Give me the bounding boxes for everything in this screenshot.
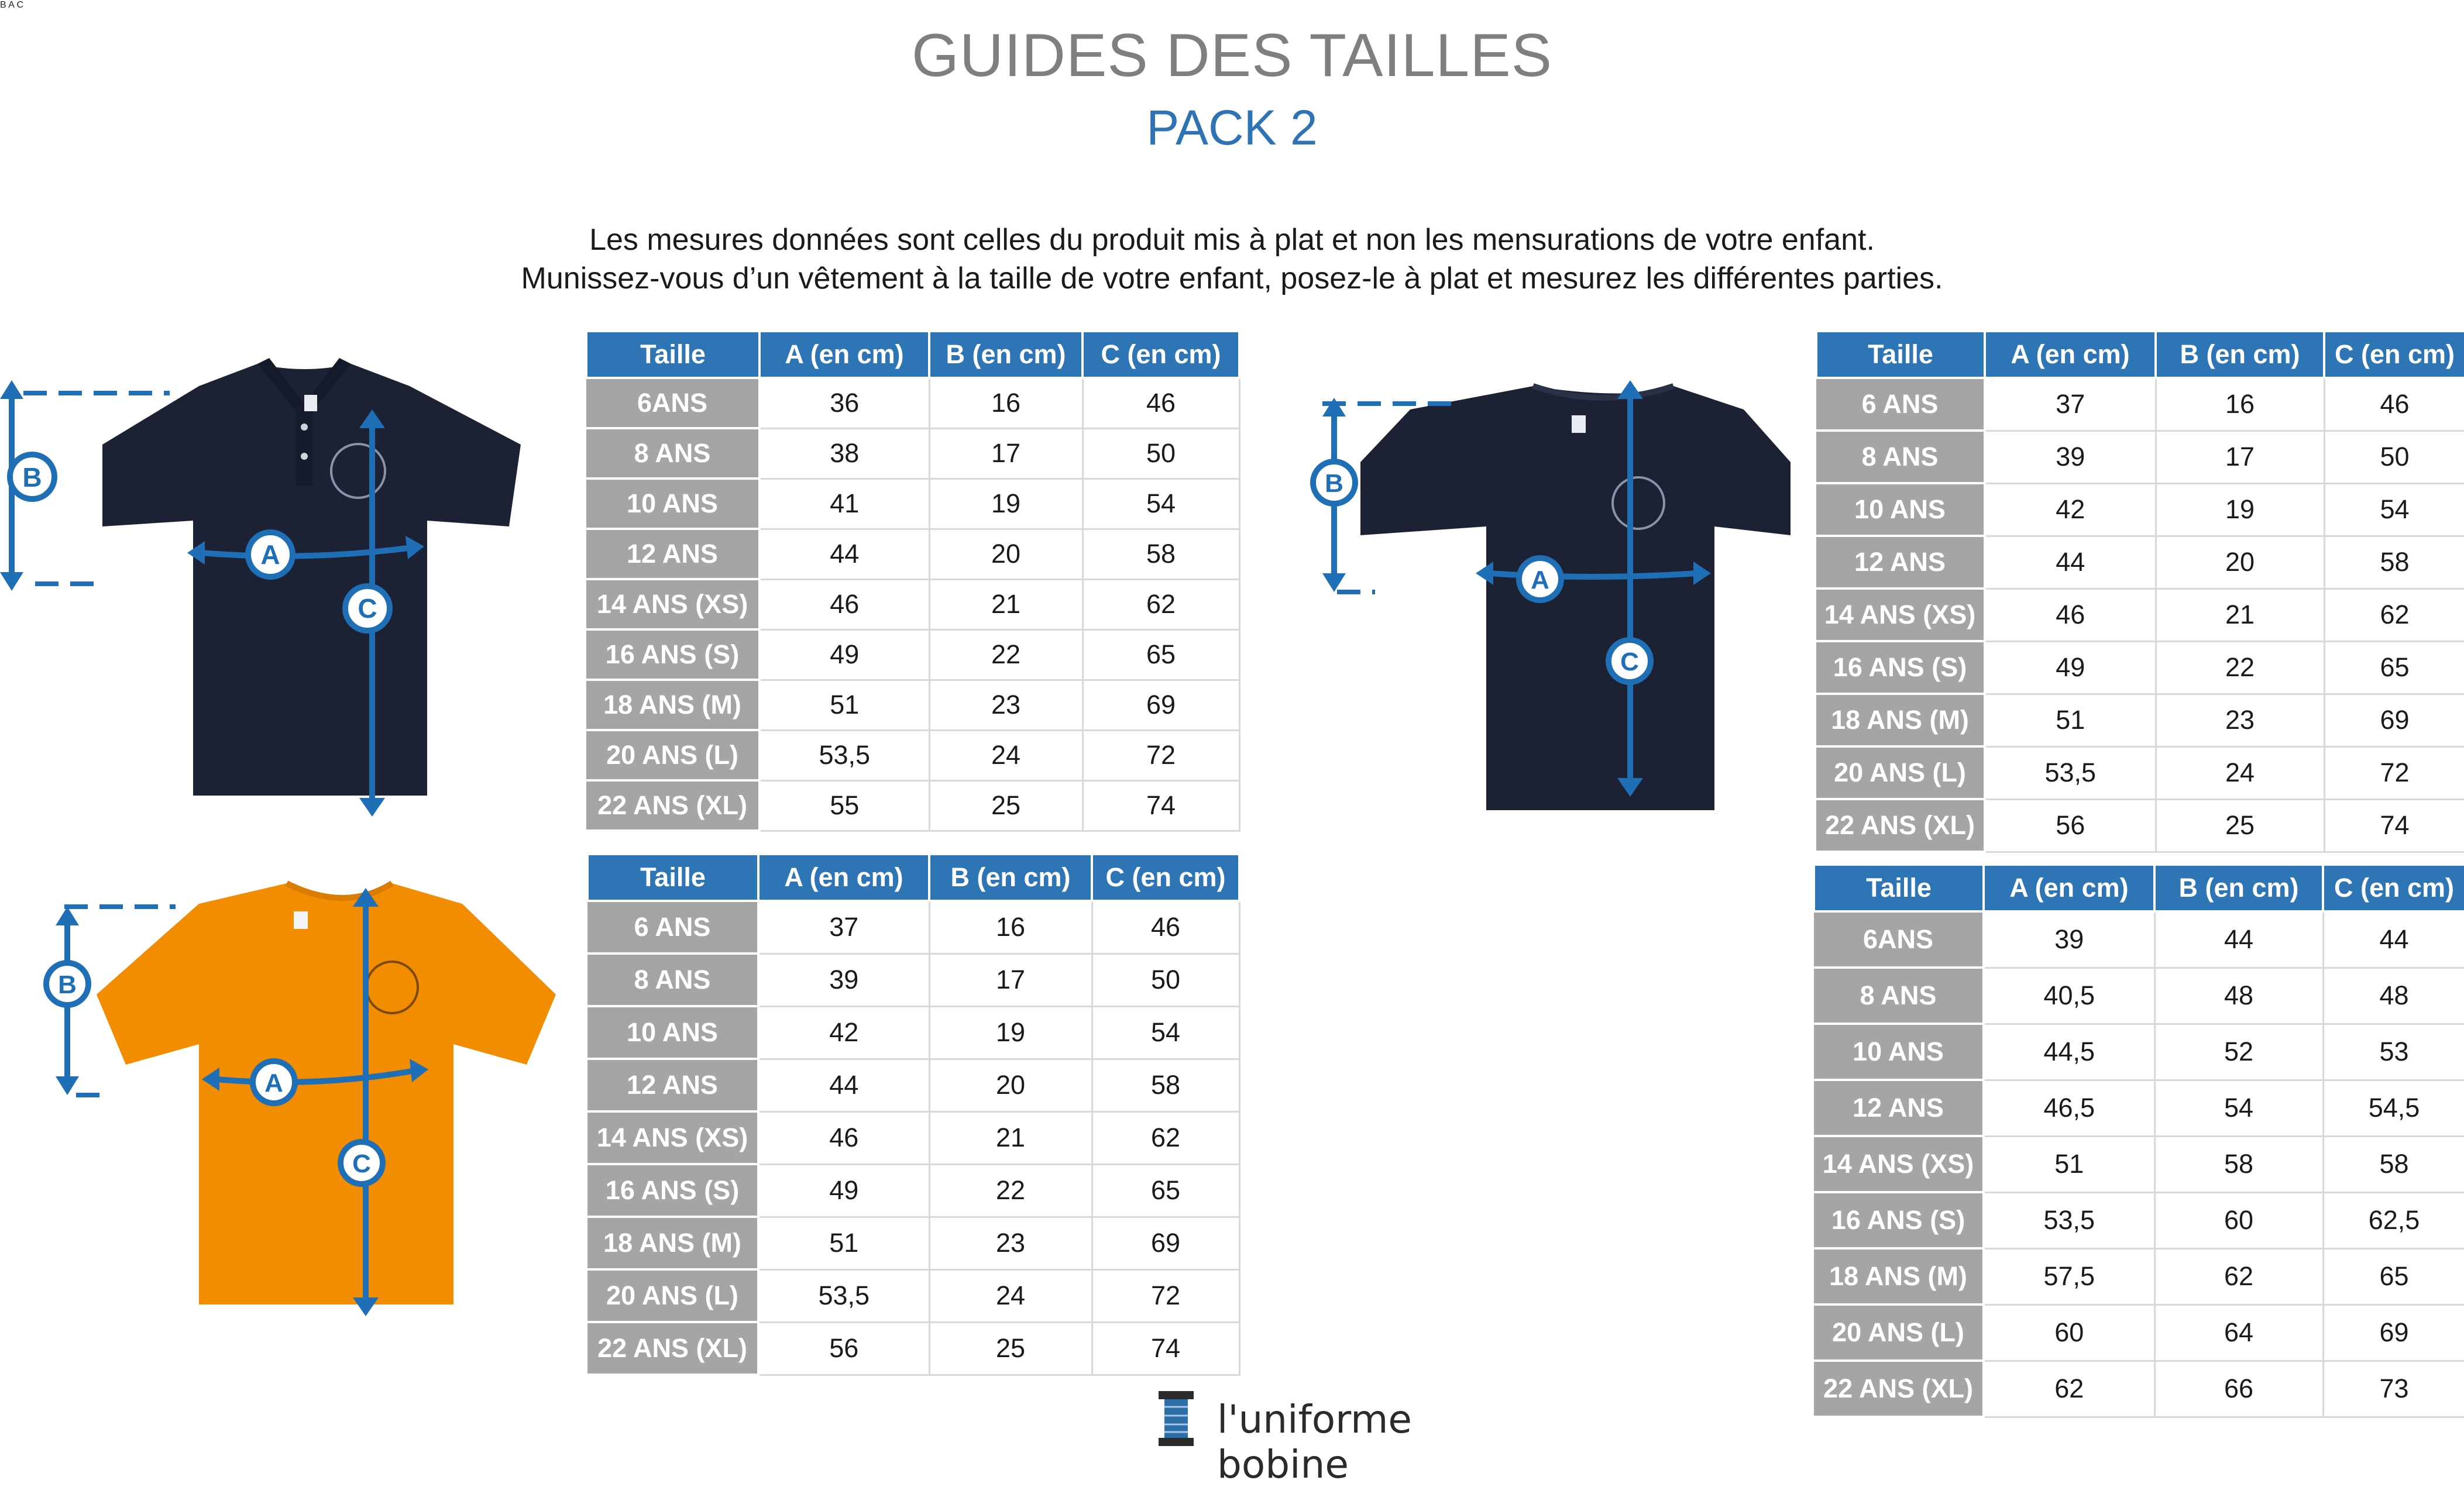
size-label: 18 ANS (M) <box>586 680 760 730</box>
measurement-cell: 62 <box>1984 1361 2154 1417</box>
zip-hoodie-illustration <box>1299 877 1826 1404</box>
measurement-cell: 22 <box>929 1164 1092 1217</box>
table-row <box>587 1059 1239 1111</box>
intro-line-1: Les mesures données sont celles du produit mis à plat et non les mensurations de votre enfant. <box>589 223 1875 257</box>
table-row <box>586 579 1239 629</box>
measurement-cell: 22 <box>929 629 1082 680</box>
measurement-cell: 37 <box>1985 378 2156 431</box>
size-table-tshirt-orange <box>586 853 1240 1376</box>
table-row <box>587 1322 1239 1375</box>
table-row <box>587 954 1239 1006</box>
table-row <box>1814 1304 2464 1361</box>
column-header: C (en cm) <box>2324 331 2464 378</box>
measure-a-tshirt-orange: A <box>264 1069 283 1097</box>
measurement-cell: 58 <box>2323 1136 2464 1192</box>
measurement-cell: 49 <box>1985 641 2156 694</box>
measurement-cell: 42 <box>758 1006 929 1059</box>
size-label: 6 ANS <box>587 901 758 954</box>
measurement-cell: 62 <box>1092 1111 1239 1164</box>
table-row <box>1816 483 2464 536</box>
measurement-cell: 64 <box>2154 1304 2323 1361</box>
measurement-cell: 74 <box>1082 780 1239 831</box>
measurement-cell: 24 <box>2156 746 2324 799</box>
column-header: B (en cm) <box>2154 865 2323 911</box>
size-label: 18 ANS (M) <box>587 1217 758 1269</box>
measure-c-polo: C <box>358 593 377 624</box>
measure-b-polo: B <box>22 462 42 493</box>
measurement-cell: 54,5 <box>2323 1080 2464 1136</box>
size-label: 16 ANS (S) <box>587 1164 758 1217</box>
column-header: C (en cm) <box>1082 331 1239 378</box>
measurement-cell: 36 <box>760 378 929 428</box>
table-row <box>586 529 1239 579</box>
table-row <box>1814 1361 2464 1417</box>
size-label: 10 ANS <box>1814 1024 1984 1080</box>
table-header-row <box>586 331 1239 378</box>
column-header: A (en cm) <box>758 854 929 901</box>
table-row <box>1814 968 2464 1024</box>
measurement-cell: 66 <box>2154 1361 2323 1417</box>
table-row <box>587 901 1239 954</box>
measurement-cell: 23 <box>2156 694 2324 746</box>
measurement-cell: 48 <box>2323 968 2464 1024</box>
measurement-cell: 41 <box>760 479 929 529</box>
measurement-cell: 65 <box>2324 641 2464 694</box>
page-title: GUIDES DES TAILLES <box>912 22 1552 90</box>
measurement-cell: 42 <box>1985 483 2156 536</box>
table-row <box>1816 431 2464 483</box>
measurement-cell: 25 <box>2156 799 2324 852</box>
measurement-cell: 53,5 <box>760 730 929 780</box>
table-header-row <box>587 854 1239 901</box>
size-table-polo <box>585 330 1240 832</box>
measurement-cell: 57,5 <box>1984 1248 2154 1304</box>
measurement-cell: 50 <box>2324 431 2464 483</box>
column-header: A (en cm) <box>760 331 929 378</box>
column-header: B (en cm) <box>929 854 1092 901</box>
measurement-cell: 50 <box>1082 428 1239 479</box>
table-row <box>1816 799 2464 852</box>
measurement-cell: 54 <box>2154 1080 2323 1136</box>
measurement-cell: 23 <box>929 1217 1092 1269</box>
table-row <box>586 479 1239 529</box>
measurement-cell: 25 <box>929 780 1082 831</box>
column-header: Taille <box>586 331 760 378</box>
measure-c-tshirt-orange: C <box>352 1149 371 1178</box>
size-label: 14 ANS (XS) <box>1814 1136 1984 1192</box>
table-row <box>587 1217 1239 1269</box>
column-header: B (en cm) <box>2156 331 2324 378</box>
measurement-cell: 58 <box>1082 529 1239 579</box>
size-label: 8 ANS <box>1816 431 1985 483</box>
table-row <box>586 378 1239 428</box>
measurement-cell: 49 <box>758 1164 929 1217</box>
table-header-row <box>1816 331 2464 378</box>
measurement-cell: 62,5 <box>2323 1192 2464 1248</box>
measurement-cell: 44 <box>2323 911 2464 968</box>
size-label: 14 ANS (XS) <box>586 579 760 629</box>
measurement-cell: 69 <box>1092 1217 1239 1269</box>
size-label: 8 ANS <box>586 428 760 479</box>
size-label: 6 ANS <box>1816 378 1985 431</box>
table-row <box>1816 641 2464 694</box>
measurement-cell: 56 <box>758 1322 929 1375</box>
column-header: A (en cm) <box>1985 331 2156 378</box>
table-row <box>1814 1024 2464 1080</box>
measure-c-hoodie: C <box>16 0 24 10</box>
measurement-cell: 53,5 <box>1984 1192 2154 1248</box>
column-header: C (en cm) <box>1092 854 1239 901</box>
measurement-cell: 37 <box>758 901 929 954</box>
column-header: Taille <box>1816 331 1985 378</box>
size-label: 16 ANS (S) <box>586 629 760 680</box>
table-row <box>586 680 1239 730</box>
measurement-cell: 21 <box>929 1111 1092 1164</box>
size-table-hoodie <box>1813 863 2464 1418</box>
table-row <box>1814 1136 2464 1192</box>
tshirt-navy-illustration <box>1299 374 1814 819</box>
measurement-cell: 39 <box>1985 431 2156 483</box>
size-label: 20 ANS (L) <box>1816 746 1985 799</box>
size-label: 8 ANS <box>587 954 758 1006</box>
size-label: 12 ANS <box>1814 1080 1984 1136</box>
polo-shirt-illustration <box>0 351 538 819</box>
table-header-row <box>1814 865 2464 911</box>
brand-name: l'uniforme bobine <box>1217 1397 1412 1487</box>
size-label: 20 ANS (L) <box>586 730 760 780</box>
measurement-cell: 74 <box>1092 1322 1239 1375</box>
table-row <box>587 1164 1239 1217</box>
measurement-cell: 44 <box>760 529 929 579</box>
measurement-cell: 20 <box>2156 536 2324 588</box>
size-label: 12 ANS <box>1816 536 1985 588</box>
measurement-cell: 46 <box>2324 378 2464 431</box>
measurement-cell: 51 <box>1985 694 2156 746</box>
measurement-cell: 25 <box>929 1322 1092 1375</box>
size-label: 8 ANS <box>1814 968 1984 1024</box>
column-header: Taille <box>587 854 758 901</box>
size-label: 22 ANS (XL) <box>587 1322 758 1375</box>
measurement-cell: 16 <box>929 901 1092 954</box>
measurement-cell: 65 <box>1092 1164 1239 1217</box>
measurement-cell: 62 <box>2324 588 2464 641</box>
measurement-cell: 62 <box>1082 579 1239 629</box>
measurement-cell: 39 <box>758 954 929 1006</box>
measurement-cell: 38 <box>760 428 929 479</box>
measurement-cell: 44 <box>758 1059 929 1111</box>
column-header: A (en cm) <box>1984 865 2154 911</box>
measurement-cell: 56 <box>1985 799 2156 852</box>
page-subtitle: PACK 2 <box>1146 100 1318 155</box>
measurement-cell: 60 <box>2154 1192 2323 1248</box>
measurement-cell: 20 <box>929 529 1082 579</box>
measurement-cell: 17 <box>929 428 1082 479</box>
measurement-cell: 19 <box>2156 483 2324 536</box>
size-label: 12 ANS <box>587 1059 758 1111</box>
measure-a-polo: A <box>260 539 280 570</box>
measurement-cell: 65 <box>1082 629 1239 680</box>
table-row <box>1816 694 2464 746</box>
table-row <box>1814 1080 2464 1136</box>
measurement-cell: 51 <box>1984 1136 2154 1192</box>
size-label: 20 ANS (L) <box>587 1269 758 1322</box>
measurement-cell: 58 <box>2154 1136 2323 1192</box>
measurement-cell: 46 <box>1985 588 2156 641</box>
measurement-cell: 21 <box>929 579 1082 629</box>
size-label: 10 ANS <box>587 1006 758 1059</box>
measure-a-tshirt-navy: A <box>1531 566 1549 594</box>
measurement-cell: 16 <box>2156 378 2324 431</box>
measurement-cell: 69 <box>2323 1304 2464 1361</box>
table-row <box>1816 378 2464 431</box>
measurement-cell: 50 <box>1092 954 1239 1006</box>
measurement-cell: 20 <box>929 1059 1092 1111</box>
measurement-cell: 46 <box>1082 378 1239 428</box>
measurement-cell: 74 <box>2324 799 2464 852</box>
table-row <box>586 428 1239 479</box>
measure-b-hoodie: B <box>0 0 6 10</box>
measurement-cell: 46 <box>760 579 929 629</box>
measurement-cell: 24 <box>929 730 1082 780</box>
column-header: Taille <box>1814 865 1984 911</box>
measurement-cell: 51 <box>760 680 929 730</box>
measure-b-tshirt-orange: B <box>58 970 77 999</box>
table-row <box>586 629 1239 680</box>
measurement-cell: 17 <box>2156 431 2324 483</box>
measurement-cell: 73 <box>2323 1361 2464 1417</box>
measurement-cell: 69 <box>2324 694 2464 746</box>
measurement-cell: 62 <box>2154 1248 2323 1304</box>
size-table-tshirt-navy <box>1815 330 2464 853</box>
size-label: 10 ANS <box>1816 483 1985 536</box>
measurement-cell: 19 <box>929 1006 1092 1059</box>
size-label: 14 ANS (XS) <box>587 1111 758 1164</box>
measurement-cell: 60 <box>1984 1304 2154 1361</box>
measurement-cell: 17 <box>929 954 1092 1006</box>
measurement-cell: 51 <box>758 1217 929 1269</box>
measurement-cell: 58 <box>2324 536 2464 588</box>
table-row <box>587 1269 1239 1322</box>
table-row <box>586 730 1239 780</box>
table-row <box>1814 1192 2464 1248</box>
size-label: 12 ANS <box>586 529 760 579</box>
measure-b-tshirt-navy: B <box>1325 469 1343 498</box>
measurement-cell: 44 <box>1985 536 2156 588</box>
measurement-cell: 54 <box>1092 1006 1239 1059</box>
measurement-cell: 46 <box>1092 901 1239 954</box>
measurement-cell: 23 <box>929 680 1082 730</box>
measurement-cell: 54 <box>2324 483 2464 536</box>
size-label: 16 ANS (S) <box>1814 1192 1984 1248</box>
table-row <box>1814 1248 2464 1304</box>
table-row <box>1814 911 2464 968</box>
measurement-cell: 22 <box>2156 641 2324 694</box>
measurement-cell: 65 <box>2323 1248 2464 1304</box>
size-label: 22 ANS (XL) <box>1814 1361 1984 1417</box>
spool-icon <box>1147 1386 1211 1451</box>
measurement-cell: 16 <box>929 378 1082 428</box>
measurement-cell: 24 <box>929 1269 1092 1322</box>
measurement-cell: 72 <box>1082 730 1239 780</box>
measurement-cell: 48 <box>2154 968 2323 1024</box>
size-label: 6ANS <box>586 378 760 428</box>
column-header: B (en cm) <box>929 331 1082 378</box>
size-label: 18 ANS (M) <box>1814 1248 1984 1304</box>
measurement-cell: 72 <box>2324 746 2464 799</box>
size-label: 22 ANS (XL) <box>1816 799 1985 852</box>
measurement-cell: 52 <box>2154 1024 2323 1080</box>
measurement-cell: 39 <box>1984 911 2154 968</box>
measurement-cell: 55 <box>760 780 929 831</box>
measurement-cell: 40,5 <box>1984 968 2154 1024</box>
size-label: 20 ANS (L) <box>1814 1304 1984 1361</box>
tshirt-orange-illustration <box>41 877 556 1322</box>
size-label: 16 ANS (S) <box>1816 641 1985 694</box>
measurement-cell: 53,5 <box>1985 746 2156 799</box>
table-row <box>1816 536 2464 588</box>
table-row <box>1816 588 2464 641</box>
size-label: 18 ANS (M) <box>1816 694 1985 746</box>
measurement-cell: 54 <box>1082 479 1239 529</box>
size-label: 10 ANS <box>586 479 760 529</box>
measurement-cell: 46,5 <box>1984 1080 2154 1136</box>
measurement-cell: 49 <box>760 629 929 680</box>
measure-a-hoodie: A <box>8 0 15 10</box>
size-label: 6ANS <box>1814 911 1984 968</box>
measurement-cell: 46 <box>758 1111 929 1164</box>
measurement-cell: 69 <box>1082 680 1239 730</box>
size-label: 22 ANS (XL) <box>586 780 760 831</box>
measurement-cell: 44,5 <box>1984 1024 2154 1080</box>
measure-c-tshirt-navy: C <box>1620 648 1639 676</box>
measurement-cell: 58 <box>1092 1059 1239 1111</box>
table-row <box>1816 746 2464 799</box>
measurement-cell: 72 <box>1092 1269 1239 1322</box>
table-row <box>586 780 1239 831</box>
brand-logo <box>1147 1386 1486 1487</box>
measurement-cell: 44 <box>2154 911 2323 968</box>
table-row <box>587 1006 1239 1059</box>
column-header: C (en cm) <box>2323 865 2464 911</box>
measurement-cell: 19 <box>929 479 1082 529</box>
table-row <box>587 1111 1239 1164</box>
intro-line-2: Munissez-vous d’un vêtement à la taille de votre enfant, posez-le à plat et mesurez les différentes parties. <box>521 261 1943 295</box>
measurement-cell: 53,5 <box>758 1269 929 1322</box>
size-label: 14 ANS (XS) <box>1816 588 1985 641</box>
measurement-cell: 21 <box>2156 588 2324 641</box>
measurement-cell: 53 <box>2323 1024 2464 1080</box>
